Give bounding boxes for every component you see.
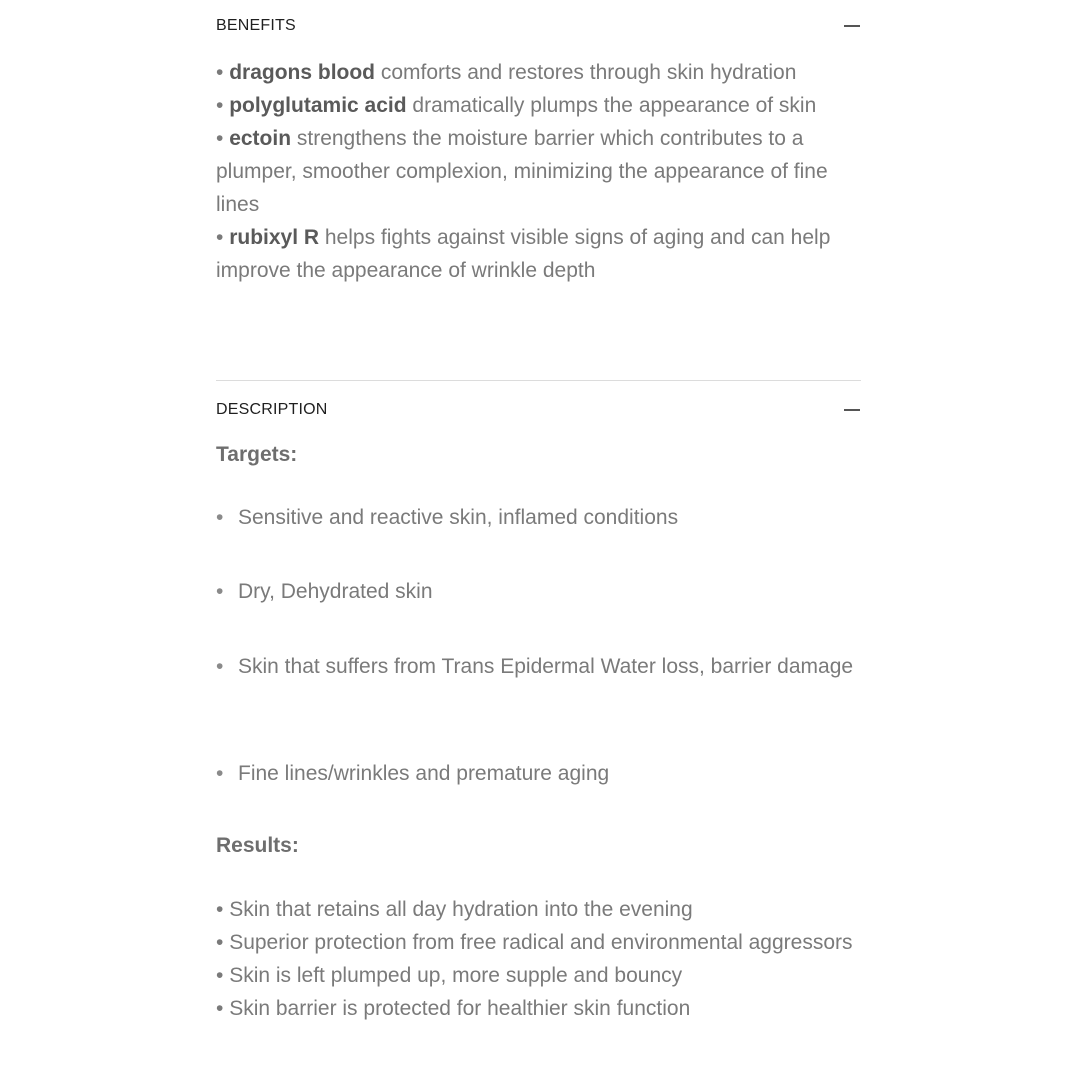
targets-label: Targets: <box>216 443 298 466</box>
target-item <box>216 650 861 683</box>
minus-icon[interactable] <box>844 18 860 34</box>
result-item <box>216 959 861 992</box>
target-text: Dry, Dehydrated skin <box>238 580 433 603</box>
result-text: Skin that retains all day hydration into the evening <box>229 898 693 921</box>
benefit-text: strengthens the moisture barrier which contributes to a plumper, smoother complexion, minimizing the appearance of fine lines <box>216 127 828 216</box>
target-item <box>216 757 861 790</box>
benefits-content <box>216 56 861 287</box>
target-item <box>216 501 861 534</box>
target-text: Skin that suffers from Trans Epidermal Water loss, barrier damage <box>238 655 854 678</box>
benefit-text: comforts and restores through skin hydration <box>375 61 797 84</box>
result-item <box>216 926 861 959</box>
benefit-item <box>216 89 861 122</box>
result-item <box>216 992 861 1025</box>
results-label: Results: <box>216 834 299 857</box>
benefit-term: polyglutamic acid <box>229 94 407 117</box>
benefit-item <box>216 122 861 221</box>
bullet-icon: • <box>216 506 224 529</box>
benefit-term: ectoin <box>229 127 292 150</box>
minus-icon[interactable] <box>844 402 860 418</box>
bullet-icon: • <box>216 655 224 678</box>
description-accordion-header[interactable] <box>216 398 861 422</box>
bullet-icon: • <box>216 898 230 921</box>
benefit-text: helps fights against visible signs of aging and can help improve the appearance of wrinkle depth <box>216 226 831 282</box>
bullet-icon: • <box>216 127 230 150</box>
result-text: Superior protection from free radical and environmental aggressors <box>229 931 853 954</box>
results-content <box>216 893 861 1025</box>
benefit-text: dramatically plumps the appearance of skin <box>406 94 817 117</box>
bullet-icon: • <box>216 94 230 117</box>
benefit-item <box>216 56 861 89</box>
bullet-icon: • <box>216 762 224 785</box>
benefit-term: rubixyl R <box>229 226 320 249</box>
bullet-icon: • <box>216 931 230 954</box>
result-text: Skin barrier is protected for healthier skin function <box>229 997 691 1020</box>
bullet-icon: • <box>216 964 230 987</box>
section-divider <box>216 380 861 381</box>
target-item <box>216 575 861 608</box>
result-item <box>216 893 861 926</box>
bullet-icon: • <box>216 226 230 249</box>
bullet-icon: • <box>216 997 230 1020</box>
benefit-item <box>216 221 861 287</box>
benefits-accordion-header[interactable] <box>216 14 861 38</box>
product-details-accordion <box>216 0 861 1080</box>
benefits-title: BENEFITS <box>216 17 296 34</box>
bullet-icon: • <box>216 61 230 84</box>
target-text: Fine lines/wrinkles and premature aging <box>238 762 610 785</box>
benefit-term: dragons blood <box>229 61 376 84</box>
target-text: Sensitive and reactive skin, inflamed conditions <box>238 506 679 529</box>
description-title: DESCRIPTION <box>216 401 328 418</box>
result-text: Skin is left plumped up, more supple and bouncy <box>229 964 683 987</box>
bullet-icon: • <box>216 580 224 603</box>
